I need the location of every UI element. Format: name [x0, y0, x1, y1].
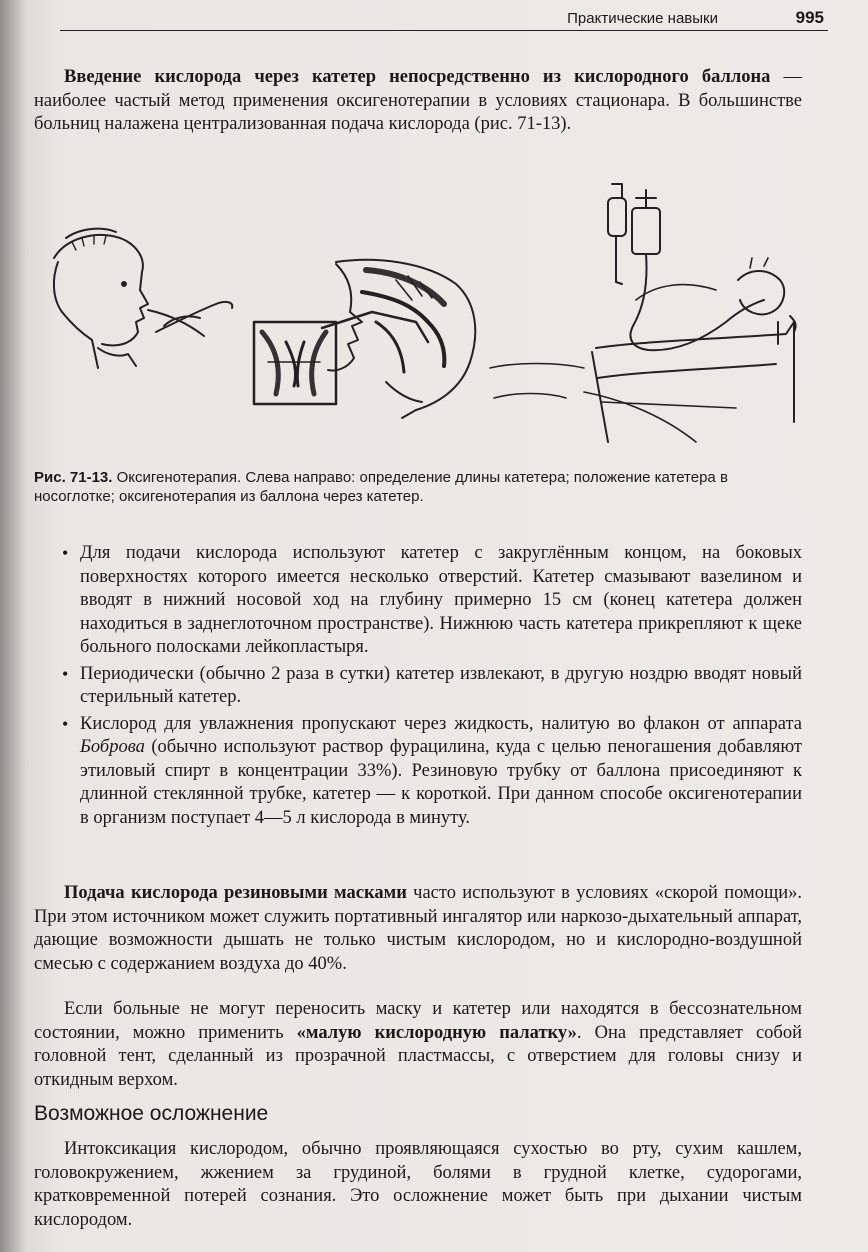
bullet-icon: • [62, 663, 69, 684]
page-number: 995 [795, 8, 824, 27]
caption-text: Оксигенотерапия. Слева направо: определение длины катетера; положение катетера в носоглотке; оксигенотерапия из баллона через катетер. [34, 469, 728, 505]
list-item [34, 713, 802, 831]
bullet-icon: • [62, 543, 69, 563]
section-heading: Возможное осложнение [34, 1102, 269, 1125]
paragraph-text-post: . Она представляет собой головной тент, сделанный из прозрачной пластмассы, с отверстием для головы снизу и откидным верхом. [34, 1022, 802, 1090]
technique-list [34, 542, 802, 833]
list-item [34, 542, 802, 660]
header-section-title: Практические навыки [567, 10, 718, 27]
bold-term: «малую кислородную палатку» [296, 1022, 577, 1043]
paragraph-text-pre: Если больные не могут переносить маску и катетер или находятся в бессознательном состоянии, можно применить [34, 999, 802, 1043]
list-item-text-post: (обычно используют раствор фурацилина, куда с целью пеногашения добавляют этиловый спирт в концентрации 33%). Резиновую трубку от баллона присоединяют к длинной стеклянной трубке, катетер — к короткой. При данном способе оксигенотерапии в организм поступает 4—5 л кислорода в минуту. [80, 737, 802, 828]
figure-oxygen-therapy [36, 172, 798, 462]
page-gutter-shadow [0, 0, 26, 1252]
paragraph-oxygen-tent [34, 998, 802, 1092]
bold-lead: Подача кислорода резиновыми масками [64, 883, 407, 903]
paragraph-text: — наиболее частый метод применения оксигенотерапии в условиях стационара. В большинстве больниц налажена централизованная подача кислорода (рис. 71-13). [34, 67, 802, 134]
list-item-italic: Боброва [80, 737, 145, 757]
catheter-in-nasopharynx-illustration [322, 260, 475, 418]
running-header [60, 6, 828, 31]
list-item-text: Для подачи кислорода используют катетер с закруглённым концом, на боковых поверхностях которого имеется несколько отверстий. Катетер смазывают вазелином и вводят в нижний носовой ход на глубину примерно 15 см (конец катетера должен находиться в заднеглоточном пространстве). Нижнюю часть катетера прикрепляют к щеке больного полосками лейкопластыря. [80, 543, 802, 657]
catheter-length-illustration [54, 229, 232, 368]
paragraph-complication: Интоксикация кислородом, обычно проявляющаяся сухостью во рту, сухим кашлем, головокружением, жжением за грудиной, болями в грудной клетке, судорогами, кратковременной потерей сознания. Это осложнение может быть при дыхании чистым кислородом. [34, 1139, 802, 1230]
list-item-text: Периодически (обычно 2 раза в сутки) катетер извлекают, в другую ноздрю вводят новый стерильный катетер. [80, 663, 802, 707]
figure-caption [34, 468, 804, 506]
nasopharynx-xray-inset [254, 322, 336, 404]
list-item-text-pre: Кислород для увлажнения пропускают через жидкость, налитую во флакон от аппарата [80, 713, 802, 734]
oxygen-from-cylinder-illustration [490, 184, 796, 442]
list-item [34, 663, 802, 710]
paragraph-catheter-intro [34, 66, 802, 137]
paragraph-masks [34, 882, 802, 976]
figure-label: Рис. 71-13. [34, 469, 113, 486]
paragraph-text: часто используют в условиях «скорой помощи». При этом источником может служить портативный ингалятор или наркозо-дыхательный аппарат, дающие возможности дышать не только чистым кислородом, но и кислородно-воздушной смесью с содержанием воздуха до 40%. [34, 883, 802, 974]
bold-lead: Введение кислорода через катетер непосредственно из кислородного баллона [64, 67, 771, 87]
bullet-icon: • [62, 713, 69, 734]
